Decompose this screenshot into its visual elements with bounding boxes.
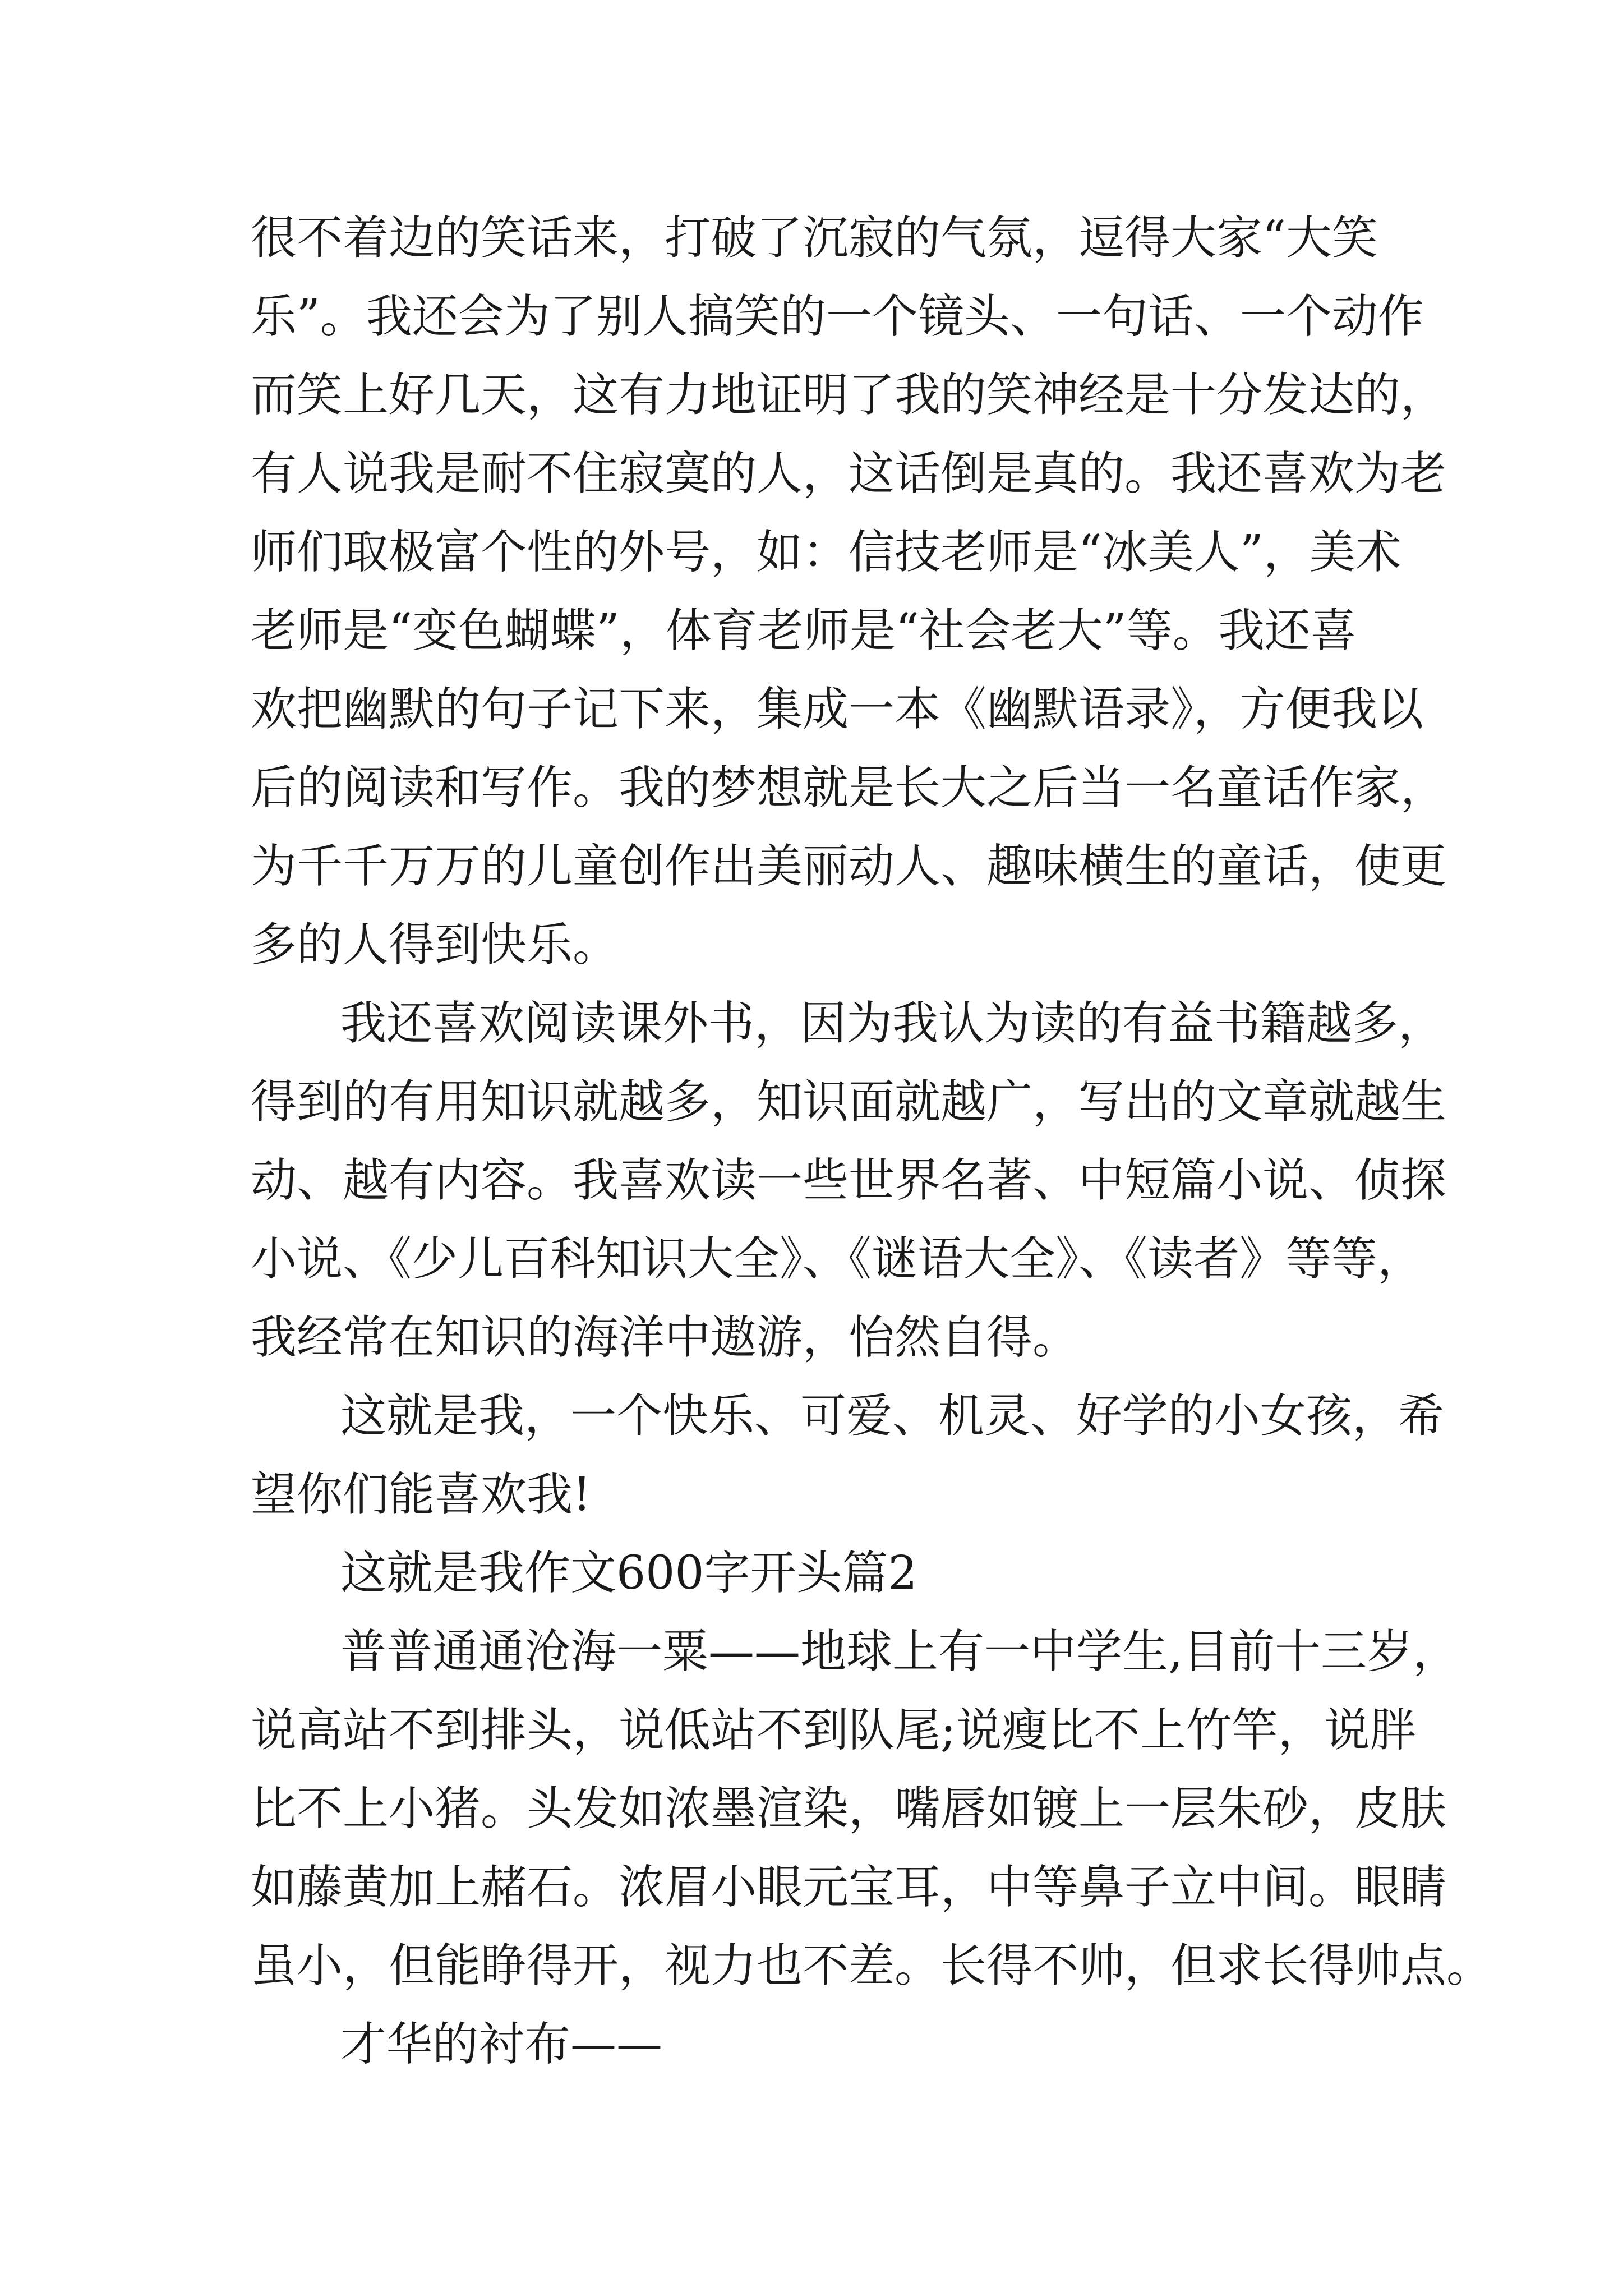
text-line: 虽小，但能睁得开，视力也不差。长得不帅，但求长得帅点。 xyxy=(251,1939,1493,1993)
text-line: 而笑上好几天，这有力地证明了我的笑神经是十分发达的， xyxy=(251,369,1447,422)
text-line: 得到的有用知识就越多，知识面就越广，写出的文章就越生 xyxy=(251,1075,1447,1129)
text-line: 老师是“变色蝴蝶”，体育老师是“社会老大”等。我还喜 xyxy=(251,604,1357,657)
paragraph-start-line: 这就是我，一个快乐、可爱、机灵、好学的小女孩，希 xyxy=(340,1389,1445,1443)
text-line: 有人说我是耐不住寂寞的人，这话倒是真的。我还喜欢为老 xyxy=(251,447,1447,500)
section-heading: 这就是我作文600字开头篇2 xyxy=(340,1547,917,1600)
text-line: 很不着边的笑话来，打破了沉寂的气氛，逗得大家“大笑 xyxy=(251,211,1378,265)
text-line: 小说、《少儿百科知识大全》、《谜语大全》、《读者》等等， xyxy=(251,1232,1424,1286)
text-line: 欢把幽默的句子记下来，集成一本《幽默语录》，方便我以 xyxy=(251,683,1424,736)
text-line: 师们取极富个性的外号，如：信技老师是“冰美人”，美术 xyxy=(251,526,1401,579)
document-body xyxy=(251,199,1493,2084)
text-line: 比不上小猪。头发如浓墨渲染，嘴唇如镀上一层朱砂，皮肤 xyxy=(251,1782,1447,1835)
text-line: 动、越有内容。我喜欢读一些世界名著、中短篇小说、侦探 xyxy=(251,1154,1447,1207)
text-line: 多的人得到快乐。 xyxy=(251,918,619,972)
text-line: 为千千万万的儿童创作出美丽动人、趣味横生的童话，使更 xyxy=(251,840,1447,893)
paragraph-start-line: 普普通通沧海一粟——地球上有一中学生,目前十三岁， xyxy=(340,1625,1459,1678)
text-line: 说高站不到排头，说低站不到队尾;说瘦比不上竹竿，说胖 xyxy=(251,1704,1416,1757)
text-line: 乐”。我还会为了别人搞笑的一个镜头、一句话、一个动作 xyxy=(251,290,1424,343)
text-line: 我经常在知识的海洋中遨游，怡然自得。 xyxy=(251,1311,1079,1364)
paragraph-start-line: 我还喜欢阅读课外书，因为我认为读的有益书籍越多， xyxy=(340,997,1445,1050)
text-line: 望你们能喜欢我! xyxy=(251,1468,591,1521)
text-line: 后的阅读和写作。我的梦想就是长大之后当一名童话作家， xyxy=(251,761,1447,815)
paragraph-start-line: 才华的衬布—— xyxy=(340,2018,663,2071)
text-line: 如藤黄加上赭石。浓眉小眼元宝耳，中等鼻子立中间。眼睛 xyxy=(251,1861,1447,1914)
